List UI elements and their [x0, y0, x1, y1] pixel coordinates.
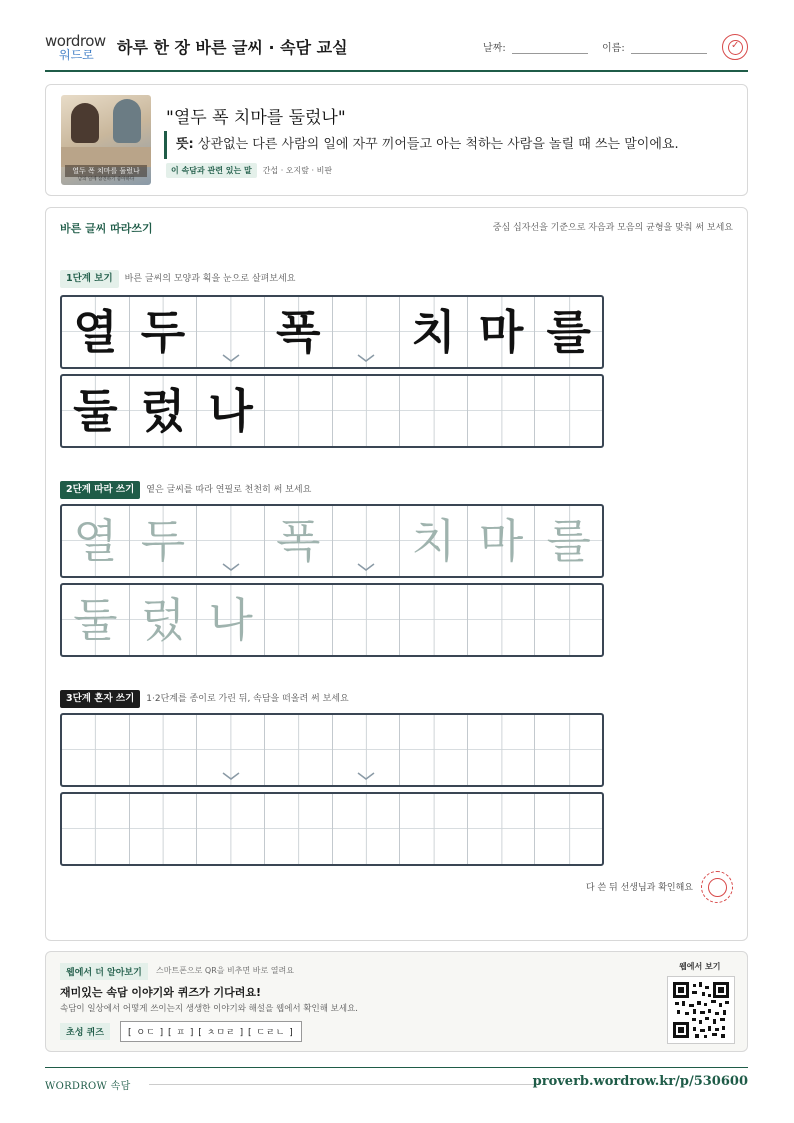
grid-cell	[333, 297, 401, 367]
step-3-row-1[interactable]	[60, 713, 604, 787]
space-mark-icon	[357, 771, 375, 781]
proverb-meaning	[164, 131, 679, 159]
name-field[interactable]	[602, 39, 707, 54]
page-header	[45, 28, 748, 72]
grid-cell[interactable]	[62, 794, 130, 864]
grid-cell[interactable]	[535, 794, 602, 864]
grid-cell	[197, 297, 265, 367]
proverb-card	[45, 84, 748, 196]
grid-character: 둘	[73, 593, 118, 647]
grid-cell[interactable]	[535, 715, 602, 785]
grid-character: 폭	[275, 305, 321, 359]
web-tag: 웹에서 더 알아보기	[60, 963, 148, 980]
grid-cell[interactable]	[468, 585, 536, 655]
grid-cell[interactable]	[265, 506, 333, 576]
grid-character: 두	[140, 514, 186, 568]
grid-cell	[265, 376, 333, 446]
date-line[interactable]	[512, 42, 588, 54]
grid-cell[interactable]	[400, 794, 468, 864]
date-label: 날짜:	[483, 43, 506, 54]
grid-cell	[197, 376, 265, 446]
web-headline: 재미있는 속담 이야기와 퀴즈가 기다려요!	[60, 986, 261, 999]
grid-cell[interactable]	[197, 794, 265, 864]
grid-cell	[130, 376, 198, 446]
practice-heading: 바른 글씨 따라쓰기	[60, 222, 153, 235]
step-3-badge: 3단계 혼자 쓰기	[60, 690, 140, 708]
related-label: 이 속담과 관련 있는 말	[166, 163, 257, 178]
footer-divider	[149, 1084, 539, 1085]
grid-cell[interactable]	[468, 715, 536, 785]
grid-cell[interactable]	[400, 506, 468, 576]
footer-url[interactable]: proverb.wordrow.kr/p/530600	[532, 1074, 748, 1089]
grid-character: 를	[546, 514, 591, 568]
grid-cell[interactable]	[468, 506, 536, 576]
grid-cell	[62, 297, 130, 367]
illustration-subcaption: 남의 일에 참견하기 좋아하다	[77, 177, 135, 182]
wordrow-logo: wordrow 워드로	[45, 32, 106, 62]
grid-cell[interactable]	[62, 715, 130, 785]
grid-cell	[333, 376, 401, 446]
space-mark-icon	[222, 562, 240, 572]
grid-character: 마	[478, 514, 524, 568]
practice-section	[45, 207, 748, 941]
web-tag-note: 스마트폰으로 QR을 비추면 바로 열려요	[156, 966, 294, 975]
space-mark-icon	[357, 353, 375, 363]
step-2-label	[60, 480, 311, 500]
grid-cell[interactable]	[400, 585, 468, 655]
grid-cell[interactable]	[62, 585, 130, 655]
web-promo-box	[45, 951, 748, 1052]
step-1-text: 바른 글씨의 모양과 획을 눈으로 살펴보세요	[124, 274, 296, 284]
grid-character: 열	[73, 305, 118, 359]
proverb-title: "열두 폭 치마를 둘렀나"	[166, 108, 346, 128]
web-description: 속담이 일상에서 어떻게 쓰이는지 생생한 이야기와 해설을 웹에서 확인해 보세요.	[60, 1004, 358, 1014]
grid-cell[interactable]	[265, 585, 333, 655]
illustration-person-left	[71, 103, 99, 143]
qr-code-graphic	[673, 982, 729, 1038]
step-1-row-2	[60, 374, 604, 448]
teacher-stamp-icon	[701, 871, 733, 903]
grid-cell[interactable]	[535, 585, 602, 655]
step-2-row-2[interactable]	[60, 583, 604, 657]
qr-code-icon[interactable]	[667, 976, 735, 1044]
grid-cell	[468, 297, 536, 367]
grid-cell[interactable]	[197, 585, 265, 655]
grid-cell[interactable]	[130, 794, 198, 864]
proverb-illustration	[61, 95, 151, 185]
date-field[interactable]	[483, 39, 588, 54]
page-footer	[45, 1067, 748, 1097]
grid-character: 열	[73, 514, 118, 568]
grid-cell[interactable]	[265, 794, 333, 864]
grid-cell[interactable]	[535, 506, 602, 576]
grid-character: 렀	[140, 384, 186, 438]
grid-cell[interactable]	[333, 585, 401, 655]
space-mark-icon	[357, 562, 375, 572]
grid-character: 치	[411, 305, 456, 359]
name-line[interactable]	[631, 42, 707, 54]
related-words	[166, 163, 332, 178]
meaning-text: 상관없는 다른 사람의 일에 자꾸 끼어들고 아는 척하는 사람을 놀릴 때 쓰는 말이에요.	[193, 137, 679, 152]
illustration-caption: 열두 폭 치마를 둘렀나	[65, 165, 147, 177]
step-2-text: 옅은 글씨를 따라 연필로 천천히 써 보세요	[146, 485, 312, 495]
grid-cell[interactable]	[468, 794, 536, 864]
name-label: 이름:	[602, 43, 625, 54]
step-3-text: 1·2단계를 종이로 가린 뒤, 속담을 떠올려 써 보세요	[146, 694, 349, 704]
grid-cell[interactable]	[333, 715, 401, 785]
practice-note: 중심 십자선을 기준으로 자음과 모음의 균형을 맞춰 써 보세요	[492, 223, 733, 233]
step-1-badge: 1단계 보기	[60, 270, 119, 288]
grid-cell[interactable]	[130, 585, 198, 655]
grid-cell[interactable]	[333, 794, 401, 864]
grid-cell[interactable]	[130, 715, 198, 785]
grid-character: 치	[411, 514, 456, 568]
chosung-quiz: [ ㅇㄷ ] [ ㅍ ] [ ㅊㅁㄹ ] [ ㄷㄹㄴ ]	[120, 1021, 302, 1042]
grid-cell[interactable]	[400, 715, 468, 785]
grid-cell	[130, 297, 198, 367]
related-list: 간섭 · 오지랖 · 비판	[262, 166, 333, 175]
grid-cell	[400, 376, 468, 446]
grid-cell[interactable]	[333, 506, 401, 576]
logo-subtext: 워드로	[59, 48, 94, 62]
teacher-check-note: 다 쓴 뒤 선생님과 확인해요	[585, 883, 693, 893]
grid-cell	[535, 376, 602, 446]
step-1-label	[60, 269, 295, 289]
page-title: 하루 한 장 바른 글씨 · 속담 교실	[117, 38, 348, 57]
quiz-label: 초성 퀴즈	[60, 1023, 110, 1040]
grid-character: 둘	[73, 384, 118, 438]
grid-character: 두	[140, 305, 186, 359]
grid-character: 를	[546, 305, 591, 359]
illustration-person-right	[113, 99, 141, 143]
grid-cell	[535, 297, 602, 367]
step-3-row-2[interactable]	[60, 792, 604, 866]
space-mark-icon	[222, 771, 240, 781]
grid-cell[interactable]	[62, 506, 130, 576]
step-2-row-1[interactable]	[60, 504, 604, 578]
footer-brand: WORDROW 속담	[45, 1081, 131, 1092]
check-stamp-icon: ✓	[722, 34, 748, 60]
grid-character: 폭	[275, 514, 321, 568]
step-3-label	[60, 689, 349, 709]
grid-cell[interactable]	[197, 506, 265, 576]
grid-character: 마	[478, 305, 524, 359]
step-1-row-1	[60, 295, 604, 369]
grid-cell	[468, 376, 536, 446]
grid-cell	[265, 297, 333, 367]
grid-cell[interactable]	[130, 506, 198, 576]
grid-cell[interactable]	[265, 715, 333, 785]
grid-character: 나	[208, 593, 253, 647]
illustration-desk	[61, 147, 151, 167]
grid-character: 나	[208, 384, 253, 438]
step-2-badge: 2단계 따라 쓰기	[60, 481, 140, 499]
grid-cell[interactable]	[197, 715, 265, 785]
grid-cell	[400, 297, 468, 367]
grid-cell	[62, 376, 130, 446]
qr-label: 웹에서 보기	[679, 962, 721, 971]
grid-character: 렀	[140, 593, 186, 647]
meaning-label: 뜻:	[176, 137, 194, 152]
space-mark-icon	[222, 353, 240, 363]
